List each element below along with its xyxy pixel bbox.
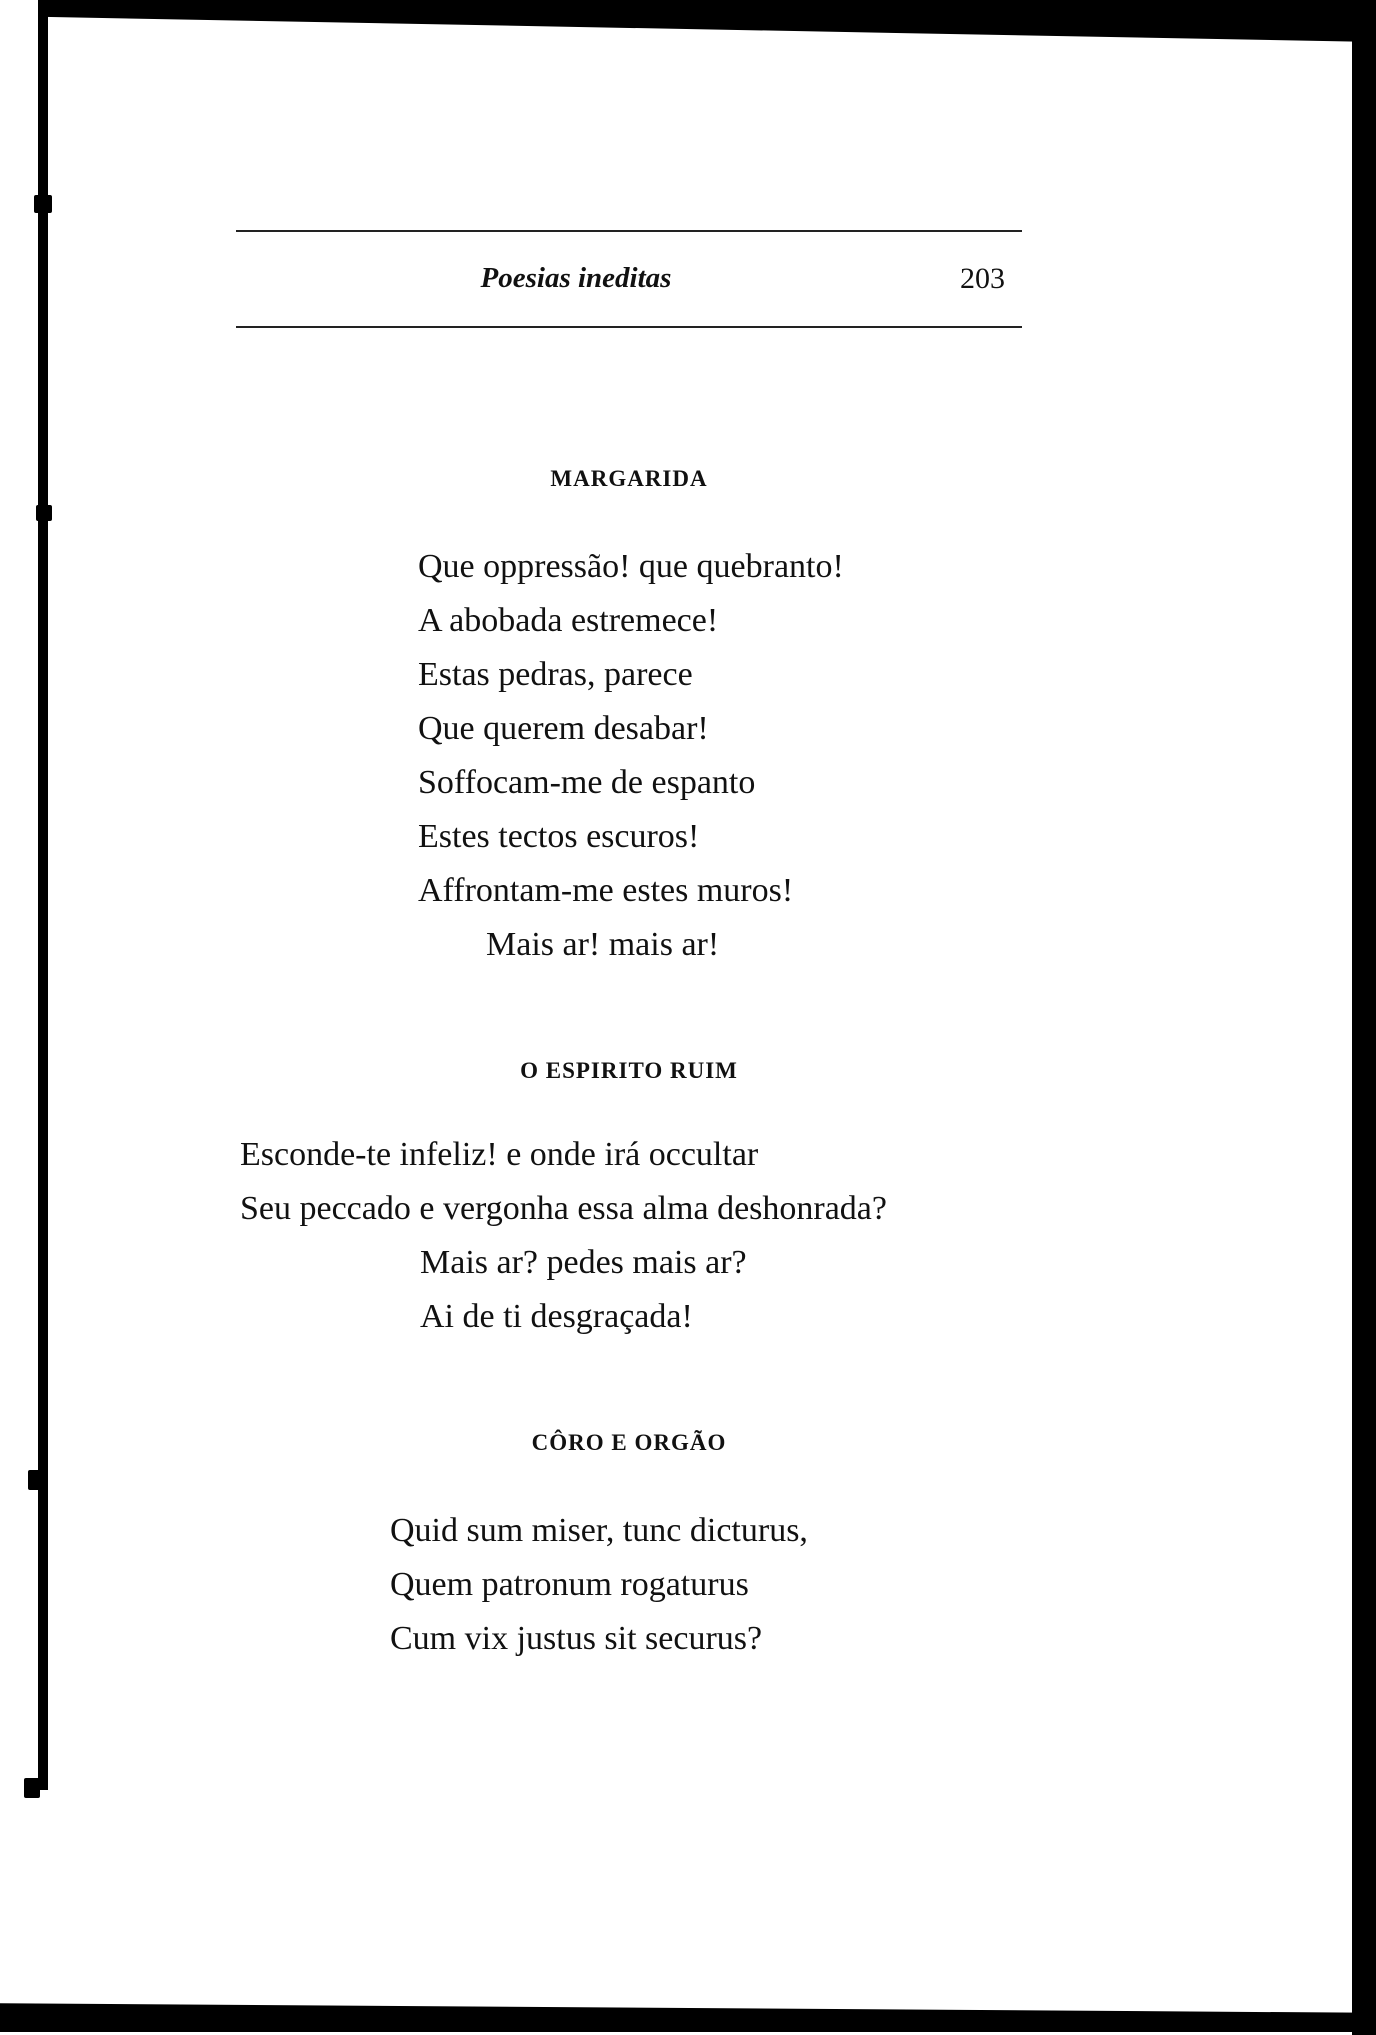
verse-line: Que oppressão! que quebranto! [418,548,844,585]
verse-line: Affrontam-me estes muros! [418,872,794,909]
header-rule-bottom [236,326,1022,328]
verse-line: Quem patronum rogaturus [390,1566,749,1603]
page-border-top [38,0,1376,42]
verse-line: Soffocam-me de espanto [418,764,756,801]
header-rule-top [236,230,1022,232]
verse-line: Ai de ti desgraçada! [420,1298,693,1335]
margin-mark [28,1470,48,1490]
verse-line: Quid sum miser, tunc dicturus, [390,1512,808,1549]
speaker-heading: MARGARIDA [550,466,708,491]
margin-mark [34,195,52,213]
verse-line: Esconde-te infeliz! e onde irá occultar [240,1136,759,1173]
verse-line: Mais ar! mais ar! [486,926,720,963]
verse-line: Estas pedras, parece [418,656,693,693]
page-border-bottom [0,2000,1376,2032]
margin-mark [24,1778,40,1798]
speaker-heading: CÔRO E ORGÃO [531,1430,727,1455]
verse-line: A abobada estremece! [418,602,719,639]
verse-line: Seu peccado e vergonha essa alma deshonrada? [240,1190,887,1227]
verse-line: Cum vix justus sit securus? [390,1620,763,1657]
running-title: Poesias ineditas [480,262,672,294]
page-number: 203 [960,262,1005,295]
page-border-right [1352,40,1376,2035]
verse-line: Mais ar? pedes mais ar? [420,1244,747,1281]
speaker-heading: O ESPIRITO RUIM [520,1058,738,1083]
verse-line: Estes tectos escuros! [418,818,700,855]
margin-mark [36,505,52,521]
page-border-left [38,0,48,1790]
verse-line: Que querem desabar! [418,710,709,747]
